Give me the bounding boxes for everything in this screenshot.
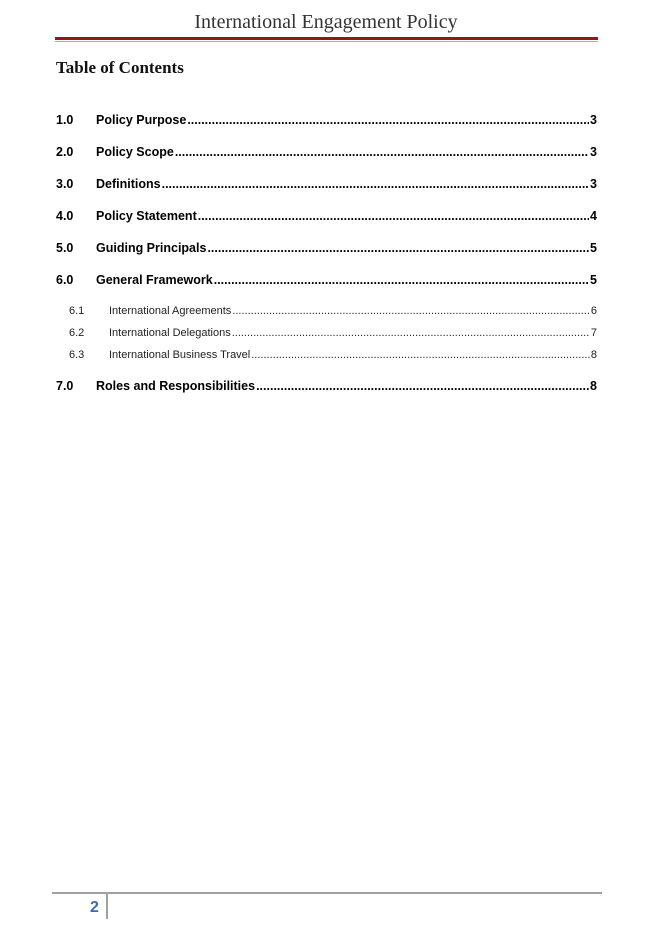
footer-rule bbox=[52, 892, 602, 894]
toc-entry-label: General Framework bbox=[96, 273, 213, 287]
toc-entry-page: 8 bbox=[590, 379, 597, 393]
toc-dot-leader bbox=[251, 348, 590, 362]
toc-entry-page: 3 bbox=[590, 113, 597, 127]
toc-entry-label: Policy Purpose bbox=[96, 113, 187, 127]
toc-entry-guiding-principals[interactable] bbox=[56, 240, 597, 256]
toc-entry-number: 2.0 bbox=[56, 145, 74, 159]
toc-entry-page: 3 bbox=[590, 177, 597, 191]
toc-entry-international-business-travel[interactable] bbox=[56, 348, 597, 362]
toc-entry-number: 7.0 bbox=[56, 379, 74, 393]
toc-dot-leader bbox=[187, 112, 589, 128]
toc-dot-leader bbox=[198, 208, 589, 224]
header-rule-thin bbox=[55, 41, 598, 42]
toc-dot-leader bbox=[214, 272, 589, 288]
toc-title: Table of Contents bbox=[56, 58, 184, 77]
toc-entry-definitions[interactable] bbox=[56, 176, 597, 192]
toc-entry-page: 7 bbox=[590, 327, 597, 339]
toc-entry-label: Policy Statement bbox=[96, 209, 197, 223]
toc-entry-page: 3 bbox=[590, 145, 597, 159]
toc-entry-label: International Business Travel bbox=[109, 349, 251, 361]
document-header-title: International Engagement Policy bbox=[194, 11, 458, 33]
toc-entry-page: 4 bbox=[590, 209, 597, 223]
toc-entry-page: 5 bbox=[590, 241, 597, 255]
toc-entry-number: 6.2 bbox=[69, 327, 85, 339]
toc-entry-label: International Agreements bbox=[109, 305, 232, 317]
toc-entry-page: 6 bbox=[590, 305, 597, 317]
toc-entry-policy-scope[interactable] bbox=[56, 144, 597, 160]
toc-entry-label: Guiding Principals bbox=[96, 241, 207, 255]
toc-dot-leader bbox=[256, 378, 589, 394]
toc-entry-number: 6.1 bbox=[69, 305, 85, 317]
toc-entry-page: 5 bbox=[590, 273, 597, 287]
toc-entry-international-delegations[interactable] bbox=[56, 326, 597, 340]
toc-entry-policy-statement[interactable] bbox=[56, 208, 597, 224]
header-rule bbox=[55, 37, 598, 40]
toc-entry-number: 5.0 bbox=[56, 241, 74, 255]
toc-entry-number: 4.0 bbox=[56, 209, 74, 223]
toc-entry-international-agreements[interactable] bbox=[56, 304, 597, 318]
toc-entry-page: 8 bbox=[590, 349, 597, 361]
toc-entry-policy-purpose[interactable] bbox=[56, 112, 597, 128]
toc-entry-label: Policy Scope bbox=[96, 145, 174, 159]
toc-dot-leader bbox=[175, 144, 589, 160]
toc-entry-general-framework[interactable] bbox=[56, 272, 597, 288]
toc-entry-label: Roles and Responsibilities bbox=[96, 379, 256, 393]
page-number-divider bbox=[106, 894, 108, 919]
toc-dot-leader bbox=[232, 304, 590, 318]
toc-entry-label: International Delegations bbox=[109, 327, 231, 339]
toc-entry-number: 3.0 bbox=[56, 177, 74, 191]
toc-dot-leader bbox=[162, 176, 589, 192]
toc-entry-number: 1.0 bbox=[56, 113, 74, 127]
toc-dot-leader bbox=[207, 240, 589, 256]
toc-entry-roles-and-responsibilities[interactable] bbox=[56, 378, 597, 394]
toc-dot-leader bbox=[232, 326, 590, 340]
toc-entry-label: Definitions bbox=[96, 177, 161, 191]
toc-entry-number: 6.0 bbox=[56, 273, 74, 287]
page-number: 2 bbox=[90, 899, 99, 916]
toc-entry-number: 6.3 bbox=[69, 349, 85, 361]
